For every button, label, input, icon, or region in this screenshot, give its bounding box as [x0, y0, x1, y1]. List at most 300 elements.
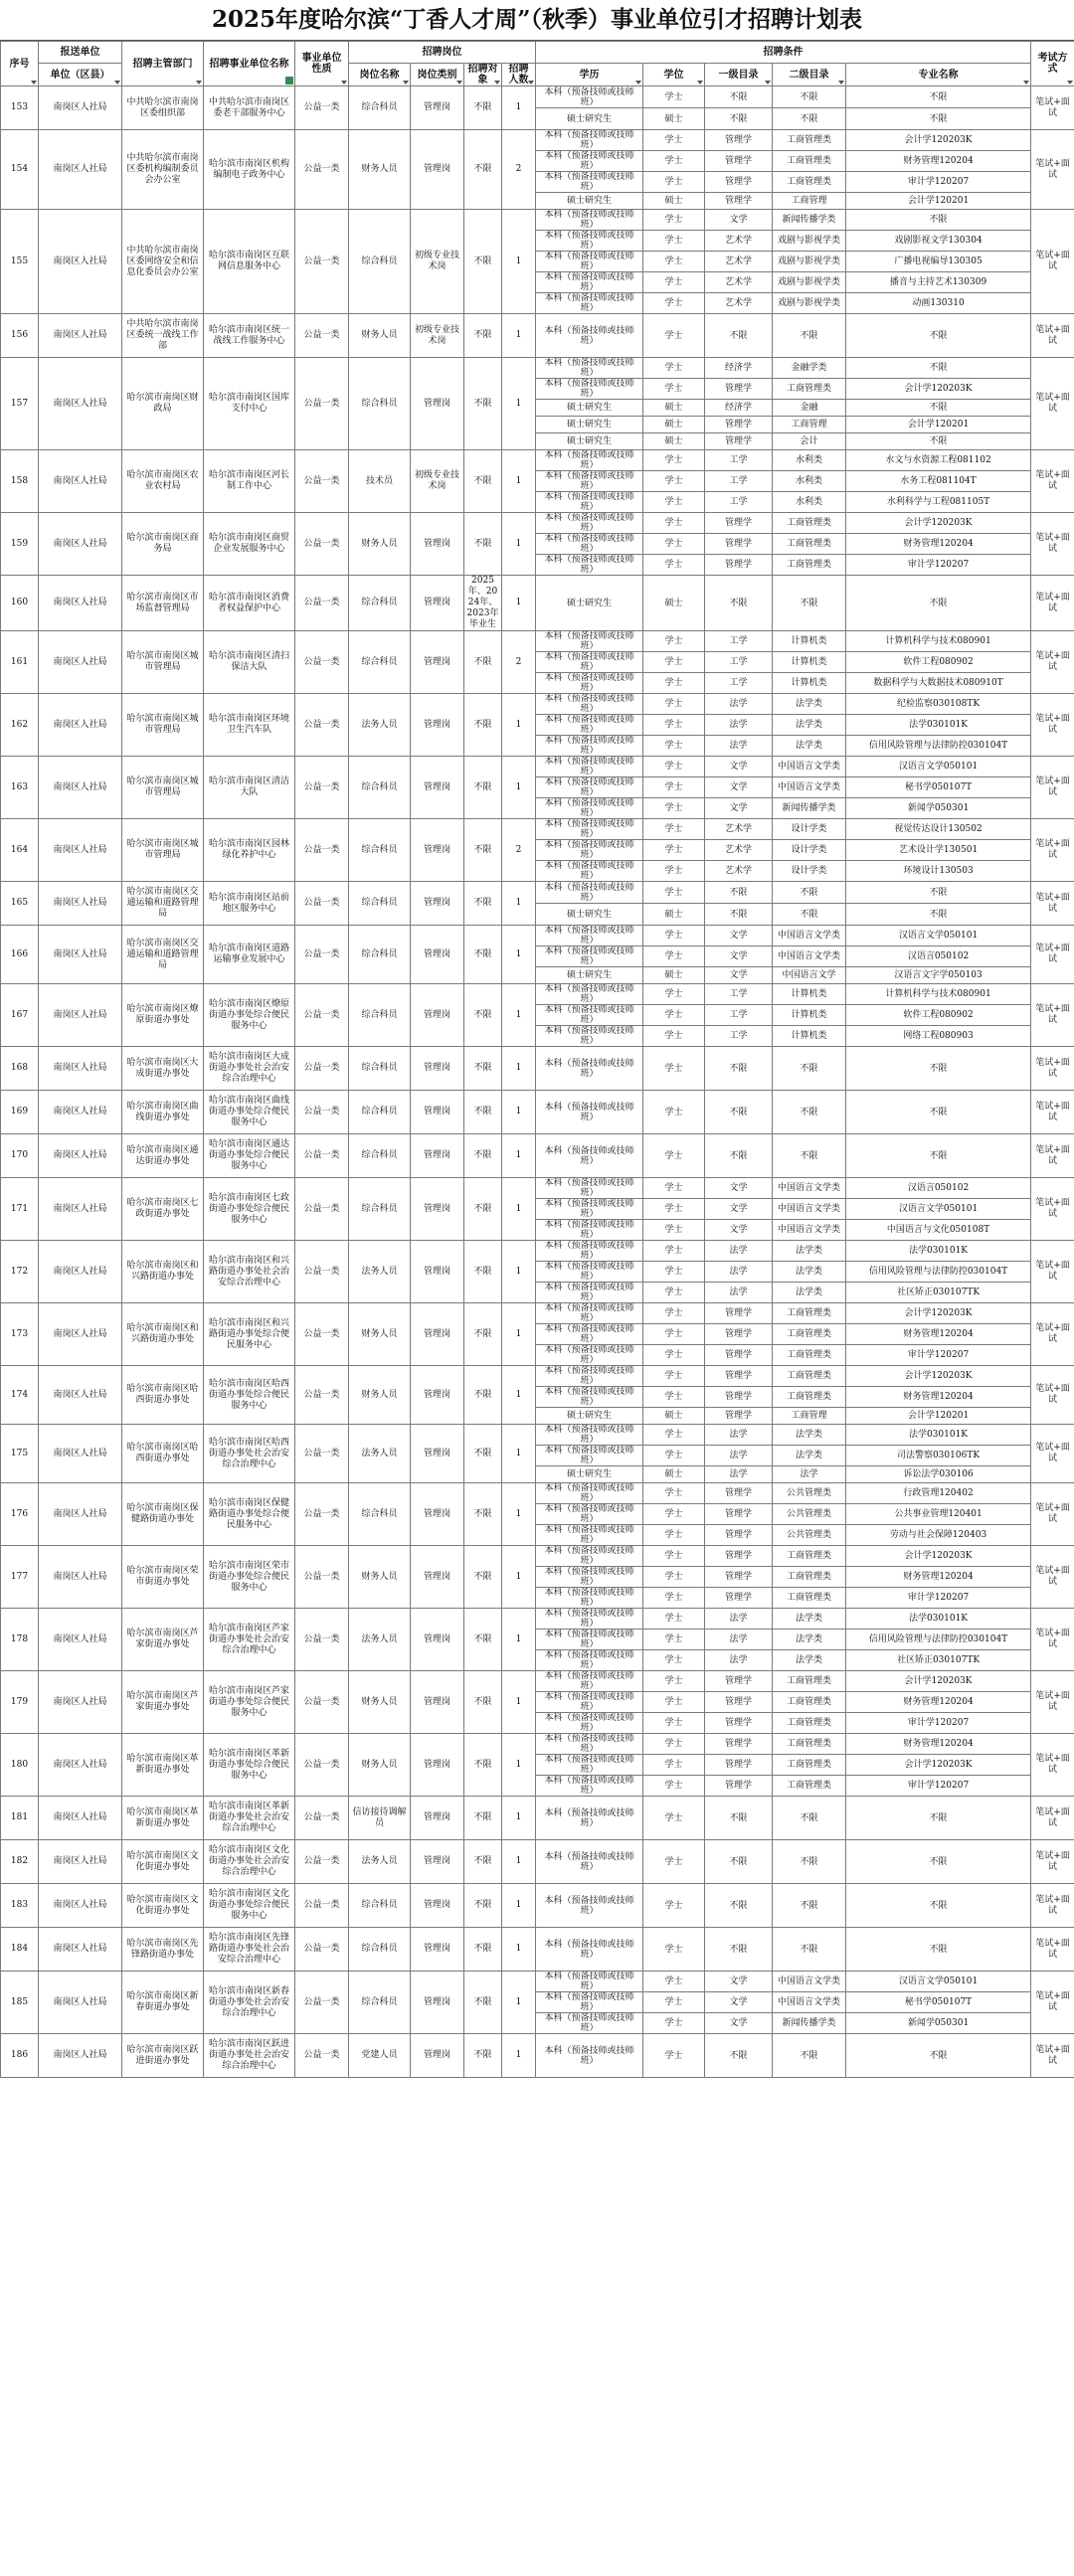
cell-degree: 学士: [643, 1525, 705, 1546]
cell-target: 不限: [464, 1091, 502, 1134]
cell-degree: 学士: [643, 1483, 705, 1504]
cell-nature: 公益一类: [295, 1425, 349, 1483]
cell-post-name: 综合科员: [349, 757, 411, 819]
table-row: [1, 1047, 1074, 1091]
cell-exam: 笔试+面试: [1031, 1671, 1074, 1734]
cell-seq: 162: [1, 694, 39, 757]
cell-dept: 哈尔滨市南岗区通达街道办事处: [122, 1134, 204, 1178]
cell-dept: 哈尔滨市南岗区城市管理局: [122, 631, 204, 694]
cell-post-name: 财务人员: [349, 1303, 411, 1366]
cell-target: 不限: [464, 1483, 502, 1546]
cell-cat1: 管理学: [705, 193, 773, 210]
cell-dept: 哈尔滨市南岗区先锋路街道办事处: [122, 1928, 204, 1972]
cell-target: 不限: [464, 2034, 502, 2078]
cell-degree: 学士: [643, 1446, 705, 1466]
cell-cat2: 法学类: [773, 1283, 846, 1303]
cell-edu: 本科（预备技师或技师班）: [536, 1588, 643, 1609]
cell-count: 1: [502, 1609, 536, 1671]
filter-dropdown-icon[interactable]: [114, 81, 120, 85]
cell-cat1: 不限: [705, 314, 773, 358]
table-row: [1, 1425, 1074, 1446]
cell-degree: 学士: [643, 926, 705, 946]
cell-cat2: 工商管理类: [773, 151, 846, 172]
cell-nature: 公益一类: [295, 1797, 349, 1840]
cell-degree: 学士: [643, 1630, 705, 1650]
filter-dropdown-icon[interactable]: [31, 81, 37, 85]
cell-dept: 哈尔滨市南岗区哈西街道办事处: [122, 1425, 204, 1483]
cell-dept: 哈尔滨市南岗区城市管理局: [122, 819, 204, 882]
header-post-cat[interactable]: 岗位类别: [411, 64, 464, 86]
cell-edu: 硕士研究生: [536, 576, 643, 631]
cell-major: 信用风险管理与法律防控030104T: [846, 1262, 1031, 1283]
cell-exam: 笔试+面试: [1031, 819, 1074, 882]
cell-count: 1: [502, 86, 536, 130]
cell-cat1: 文学: [705, 798, 773, 819]
cell-post-cat: 管理岗: [411, 130, 464, 210]
cell-cat1: 管理学: [705, 1671, 773, 1692]
cell-degree: 学士: [643, 1755, 705, 1776]
cell-dept: 哈尔滨市南岗区城市管理局: [122, 694, 204, 757]
cell-post-name: 技术员: [349, 450, 411, 513]
cell-target: 不限: [464, 1840, 502, 1884]
cell-cat2: 设计学类: [773, 819, 846, 840]
cell-cat1: 工学: [705, 1026, 773, 1047]
cell-post-name: 财务人员: [349, 1546, 411, 1609]
cell-edu: 本科（预备技师或技师班）: [536, 861, 643, 882]
cell-cat1: 管理学: [705, 1755, 773, 1776]
cell-post-cat: 管理岗: [411, 86, 464, 130]
cell-cat2: 中国语言文学类: [773, 1178, 846, 1199]
table-row: [1, 1303, 1074, 1324]
cell-edu: 本科（预备技师或技师班）: [536, 1992, 643, 2013]
cell-degree: 学士: [643, 840, 705, 861]
cell-edu: 本科（预备技师或技师班）: [536, 1609, 643, 1630]
cell-count: 1: [502, 2034, 536, 2078]
cell-cat2: 中国语言文学类: [773, 1992, 846, 2013]
cell-dept: 哈尔滨市南岗区大成街道办事处: [122, 1047, 204, 1091]
cell-nature: 公益一类: [295, 1928, 349, 1972]
cell-cat1: 工学: [705, 450, 773, 471]
header-count[interactable]: 招聘人数: [502, 64, 536, 86]
cell-unit: 哈尔滨市南岗区道路运输事业发展中心: [204, 926, 295, 984]
cell-post-cat: 管理岗: [411, 1241, 464, 1303]
header-cat1[interactable]: 一级目录: [705, 64, 773, 86]
cell-degree: 学士: [643, 151, 705, 172]
cell-cat2: 法学类: [773, 1609, 846, 1630]
cell-major: 行政管理120402: [846, 1483, 1031, 1504]
cell-nature: 公益一类: [295, 819, 349, 882]
cell-degree: 学士: [643, 984, 705, 1005]
cell-degree: 学士: [643, 1241, 705, 1262]
cell-edu: 本科（预备技师或技师班）: [536, 1972, 643, 1992]
cell-cat1: 工学: [705, 984, 773, 1005]
cell-count: 1: [502, 1671, 536, 1734]
cell-nature: 公益一类: [295, 694, 349, 757]
cell-target: 不限: [464, 1366, 502, 1425]
cell-seq: 180: [1, 1734, 39, 1797]
cell-cat2: 新闻传播学类: [773, 798, 846, 819]
cell-cat2: 法学类: [773, 715, 846, 736]
cell-cat2: 水利类: [773, 492, 846, 513]
cell-cat1: 工学: [705, 652, 773, 673]
cell-post-cat: 管理岗: [411, 576, 464, 631]
cell-major: 不限: [846, 1134, 1031, 1178]
cell-edu: 本科（预备技师或技师班）: [536, 694, 643, 715]
cell-seq: 168: [1, 1047, 39, 1091]
cell-unit: 哈尔滨市南岗区芦家街道办事处社会治安综合治理中心: [204, 1609, 295, 1671]
cell-edu: 本科（预备技师或技师班）: [536, 1483, 643, 1504]
cell-cat1: 管理学: [705, 1387, 773, 1408]
table-row: [1, 314, 1074, 358]
cell-major: 会计学120203K: [846, 513, 1031, 534]
cell-nature: 公益一类: [295, 1972, 349, 2034]
cell-major: 水利科学与工程081105T: [846, 492, 1031, 513]
cell-cat1: 不限: [705, 1928, 773, 1972]
cell-cat1: 文学: [705, 1178, 773, 1199]
cell-unit: 哈尔滨市南岗区燎原街道办事处综合便民服务中心: [204, 984, 295, 1047]
filter-dropdown-icon[interactable]: [635, 81, 641, 85]
header-dept[interactable]: 招聘主管部门: [122, 42, 204, 86]
cell-seq: 176: [1, 1483, 39, 1546]
cell-edu: 本科（预备技师或技师班）: [536, 946, 643, 967]
table-row: [1, 694, 1074, 715]
cell-post-name: 法务人员: [349, 1241, 411, 1303]
header-nature[interactable]: 事业单位性质: [295, 42, 349, 86]
cell-edu: 本科（预备技师或技师班）: [536, 1134, 643, 1178]
cell-exam: 笔试+面试: [1031, 576, 1074, 631]
cell-degree: 学士: [643, 210, 705, 231]
cell-unit: 哈尔滨市南岗区清洁大队: [204, 757, 295, 819]
cell-degree: 学士: [643, 555, 705, 576]
cell-post-cat: 管理岗: [411, 1178, 464, 1241]
table-row: [1, 1134, 1074, 1178]
cell-target: 不限: [464, 694, 502, 757]
cell-exam: 笔试+面试: [1031, 513, 1074, 576]
cell-target: 不限: [464, 130, 502, 210]
filter-dropdown-icon[interactable]: [1067, 81, 1073, 85]
cell-degree: 硕士: [643, 108, 705, 130]
cell-edu: 本科（预备技师或技师班）: [536, 450, 643, 471]
cell-target: 不限: [464, 1047, 502, 1091]
filter-dropdown-icon[interactable]: [697, 81, 703, 85]
cell-edu: 本科（预备技师或技师班）: [536, 1178, 643, 1199]
filter-dropdown-icon[interactable]: [1023, 81, 1029, 85]
cell-post-cat: 管理岗: [411, 1671, 464, 1734]
cell-cat1: 管理学: [705, 555, 773, 576]
recruitment-plan-table: [0, 41, 1074, 2078]
cell-cat2: 新闻传播学类: [773, 210, 846, 231]
filter-dropdown-icon[interactable]: [341, 81, 347, 85]
table-row: [1, 1797, 1074, 1840]
cell-post-name: 综合科员: [349, 210, 411, 314]
header-report-group: 报送单位: [39, 42, 122, 64]
cell-dept: 哈尔滨市南岗区革新街道办事处: [122, 1734, 204, 1797]
cell-count: 1: [502, 450, 536, 513]
cell-dept: 哈尔滨市南岗区哈西街道办事处: [122, 1366, 204, 1425]
table-row: [1, 1483, 1074, 1504]
cell-seq: 175: [1, 1425, 39, 1483]
cell-cat1: 管理学: [705, 1588, 773, 1609]
cell-target: 不限: [464, 1928, 502, 1972]
cell-cat1: 文学: [705, 1972, 773, 1992]
cell-post-cat: 管理岗: [411, 1546, 464, 1609]
cell-cat2: 不限: [773, 882, 846, 904]
cell-edu: 本科（预备技师或技师班）: [536, 1026, 643, 1047]
cell-dept: 哈尔滨市南岗区市场监督管理局: [122, 576, 204, 631]
cell-major: 会计学120201: [846, 193, 1031, 210]
cell-cat1: 工学: [705, 1005, 773, 1026]
cell-major: 艺术设计学130501: [846, 840, 1031, 861]
cell-cat1: 艺术学: [705, 252, 773, 272]
cell-cat2: 工商管理类: [773, 1588, 846, 1609]
cell-dept: 哈尔滨市南岗区农业农村局: [122, 450, 204, 513]
cell-post-name: 法务人员: [349, 1840, 411, 1884]
cell-edu: 本科（预备技师或技师班）: [536, 652, 643, 673]
cell-seq: 171: [1, 1178, 39, 1241]
cell-edu: 本科（预备技师或技师班）: [536, 1220, 643, 1241]
cell-nature: 公益一类: [295, 757, 349, 819]
cell-cat1: 法学: [705, 736, 773, 757]
cell-dept: 中共哈尔滨市南岗区委机构编制委员会办公室: [122, 130, 204, 210]
cell-major: 汉语言050102: [846, 946, 1031, 967]
cell-dept: 哈尔滨市南岗区荣市街道办事处: [122, 1546, 204, 1609]
table-row: [1, 757, 1074, 777]
table-row: [1, 210, 1074, 231]
cell-unit: 哈尔滨市南岗区哈西街道办事处社会治安综合治理中心: [204, 1425, 295, 1483]
cell-major: 软件工程080902: [846, 1005, 1031, 1026]
cell-edu: 本科（预备技师或技师班）: [536, 231, 643, 252]
cell-cat2: 法学类: [773, 1241, 846, 1262]
filter-active-icon[interactable]: [285, 77, 293, 85]
cell-major: 不限: [846, 2034, 1031, 2078]
cell-cat2: 工商管理类: [773, 1345, 846, 1366]
cell-major: 会计学120201: [846, 1408, 1031, 1425]
cell-exam: 笔试+面试: [1031, 1425, 1074, 1483]
cell-degree: 学士: [643, 2034, 705, 2078]
cell-cat2: 中国语言文学类: [773, 1199, 846, 1220]
cell-major: 动画130310: [846, 293, 1031, 314]
cell-post-cat: 管理岗: [411, 2034, 464, 2078]
cell-major: 会计学120203K: [846, 1671, 1031, 1692]
cell-edu: 本科（预备技师或技师班）: [536, 1928, 643, 1972]
cell-cat1: 文学: [705, 757, 773, 777]
cell-unit: 哈尔滨市南岗区哈西街道办事处综合便民服务中心: [204, 1366, 295, 1425]
cell-post-name: 综合科员: [349, 984, 411, 1047]
header-seq[interactable]: 序号: [1, 42, 39, 86]
cell-edu: 本科（预备技师或技师班）: [536, 1525, 643, 1546]
cell-cat2: 中国语言文学类: [773, 757, 846, 777]
header-unit[interactable]: 招聘事业单位名称: [204, 42, 295, 86]
cell-dept: 哈尔滨市南岗区文化街道办事处: [122, 1884, 204, 1928]
cell-edu: 硕士研究生: [536, 904, 643, 926]
cell-post-cat: 管理岗: [411, 984, 464, 1047]
cell-degree: 硕士: [643, 967, 705, 984]
cell-edu: 本科（预备技师或技师班）: [536, 736, 643, 757]
cell-nature: 公益一类: [295, 984, 349, 1047]
filter-dropdown-icon[interactable]: [528, 81, 534, 85]
document-title: 2025年度哈尔滨“丁香人才周”（秋季）事业单位引才招聘计划表: [0, 0, 1074, 41]
header-report-sub[interactable]: 单位（区县）: [39, 64, 122, 86]
cell-seq: 167: [1, 984, 39, 1047]
cell-nature: 公益一类: [295, 1734, 349, 1797]
cell-count: 1: [502, 926, 536, 984]
cell-dept: 哈尔滨市南岗区曲线街道办事处: [122, 1091, 204, 1134]
cell-degree: 学士: [643, 1005, 705, 1026]
cell-edu: 本科（预备技师或技师班）: [536, 2034, 643, 2078]
cell-cat1: 管理学: [705, 1483, 773, 1504]
filter-dropdown-icon[interactable]: [765, 81, 771, 85]
header-cat2[interactable]: 二级目录: [773, 64, 846, 86]
cell-degree: 学士: [643, 1692, 705, 1713]
cell-degree: 硕士: [643, 1408, 705, 1425]
cell-nature: 公益一类: [295, 576, 349, 631]
cell-edu: 本科（预备技师或技师班）: [536, 1047, 643, 1091]
cell-degree: 学士: [643, 172, 705, 193]
cell-edu: 硕士研究生: [536, 967, 643, 984]
cell-major: 财务管理120204: [846, 1692, 1031, 1713]
cell-post-cat: 管理岗: [411, 1734, 464, 1797]
table-row: [1, 1091, 1074, 1134]
cell-major: 软件工程080902: [846, 652, 1031, 673]
cell-report-unit: 南岗区人社局: [39, 513, 122, 576]
cell-edu: 本科（预备技师或技师班）: [536, 1199, 643, 1220]
cell-major: 财务管理120204: [846, 534, 1031, 555]
cell-cat2: 不限: [773, 1047, 846, 1091]
header-post-name[interactable]: 岗位名称: [349, 64, 411, 86]
cell-exam: 笔试+面试: [1031, 984, 1074, 1047]
cell-seq: 185: [1, 1972, 39, 2034]
cell-post-name: 法务人员: [349, 1425, 411, 1483]
cell-exam: 笔试+面试: [1031, 1972, 1074, 2034]
cell-major: 信用风险管理与法律防控030104T: [846, 736, 1031, 757]
cell-cat1: 艺术学: [705, 231, 773, 252]
cell-edu: 本科（预备技师或技师班）: [536, 984, 643, 1005]
cell-count: 2: [502, 130, 536, 210]
cell-exam: 笔试+面试: [1031, 1609, 1074, 1671]
cell-seq: 182: [1, 1840, 39, 1884]
cell-target: 不限: [464, 314, 502, 358]
cell-target: 不限: [464, 1797, 502, 1840]
table-row: [1, 1366, 1074, 1387]
cell-post-name: 财务人员: [349, 513, 411, 576]
cell-major: 不限: [846, 1840, 1031, 1884]
cell-degree: 学士: [643, 1047, 705, 1091]
header-target[interactable]: 招聘对象: [464, 64, 502, 86]
cell-post-cat: 管理岗: [411, 513, 464, 576]
cell-degree: 学士: [643, 631, 705, 652]
cell-post-name: 法务人员: [349, 694, 411, 757]
cell-post-name: 综合科员: [349, 926, 411, 984]
cell-unit: 哈尔滨市南岗区跃进街道办事处社会治安综合治理中心: [204, 2034, 295, 2078]
cell-seq: 181: [1, 1797, 39, 1840]
cell-seq: 164: [1, 819, 39, 882]
filter-dropdown-icon[interactable]: [456, 81, 462, 85]
cell-edu: 本科（预备技师或技师班）: [536, 1005, 643, 1026]
cell-cat2: 不限: [773, 2034, 846, 2078]
filter-dropdown-icon[interactable]: [838, 81, 844, 85]
cell-cat1: 法学: [705, 1609, 773, 1630]
cell-report-unit: 南岗区人社局: [39, 1047, 122, 1091]
cell-major: 计算机科学与技术080901: [846, 984, 1031, 1005]
filter-dropdown-icon[interactable]: [403, 81, 409, 85]
cell-count: 1: [502, 1884, 536, 1928]
cell-major: 不限: [846, 1091, 1031, 1134]
cell-edu: 本科（预备技师或技师班）: [536, 1387, 643, 1408]
cell-seq: 155: [1, 210, 39, 314]
cell-target: 不限: [464, 450, 502, 513]
cell-post-cat: 管理岗: [411, 1797, 464, 1840]
filter-dropdown-icon[interactable]: [494, 81, 500, 85]
cell-report-unit: 南岗区人社局: [39, 1734, 122, 1797]
cell-exam: 笔试+面试: [1031, 1047, 1074, 1091]
cell-major: 不限: [846, 86, 1031, 108]
cell-edu: 本科（预备技师或技师班）: [536, 882, 643, 904]
cell-report-unit: 南岗区人社局: [39, 1241, 122, 1303]
cell-edu: 本科（预备技师或技师班）: [536, 1734, 643, 1755]
header-major[interactable]: 专业名称: [846, 64, 1031, 86]
cell-cat2: 法学类: [773, 694, 846, 715]
cell-major: 汉语言050102: [846, 1178, 1031, 1199]
cell-target: 不限: [464, 1178, 502, 1241]
cell-edu: 本科（预备技师或技师班）: [536, 471, 643, 492]
cell-report-unit: 南岗区人社局: [39, 1609, 122, 1671]
cell-nature: 公益一类: [295, 631, 349, 694]
cell-edu: 硕士研究生: [536, 108, 643, 130]
cell-post-name: 财务人员: [349, 1366, 411, 1425]
cell-degree: 学士: [643, 1840, 705, 1884]
cell-cat1: 管理学: [705, 1692, 773, 1713]
cell-major: 网络工程080903: [846, 1026, 1031, 1047]
cell-edu: 本科（预备技师或技师班）: [536, 1504, 643, 1525]
header-edu[interactable]: 学历: [536, 64, 643, 86]
cell-unit: 哈尔滨市南岗区通达街道办事处综合便民服务中心: [204, 1134, 295, 1178]
cell-post-cat: 管理岗: [411, 1366, 464, 1425]
cell-unit: 哈尔滨市南岗区保健路街道办事处综合便民服务中心: [204, 1483, 295, 1546]
header-degree[interactable]: 学位: [643, 64, 705, 86]
cell-cat1: 管理学: [705, 1776, 773, 1797]
cell-degree: 学士: [643, 513, 705, 534]
cell-degree: 学士: [643, 1178, 705, 1199]
cell-post-name: 综合科员: [349, 631, 411, 694]
cell-major: 不限: [846, 400, 1031, 417]
cell-degree: 学士: [643, 492, 705, 513]
cell-major: 社区矫正030107TK: [846, 1283, 1031, 1303]
cell-degree: 学士: [643, 1546, 705, 1567]
cell-edu: 本科（预备技师或技师班）: [536, 1797, 643, 1840]
table-row: [1, 926, 1074, 946]
cell-exam: 笔试+面试: [1031, 450, 1074, 513]
cell-count: 1: [502, 1425, 536, 1483]
filter-dropdown-icon[interactable]: [196, 81, 202, 85]
cell-unit: 哈尔滨市南岗区曲线街道办事处综合便民服务中心: [204, 1091, 295, 1134]
cell-cat2: 工商管理类: [773, 1546, 846, 1567]
cell-cat1: 文学: [705, 967, 773, 984]
cell-edu: 本科（预备技师或技师班）: [536, 798, 643, 819]
cell-seq: 165: [1, 882, 39, 926]
header-exam[interactable]: 考试方式: [1031, 42, 1074, 86]
cell-unit: 哈尔滨市南岗区芦家街道办事处综合便民服务中心: [204, 1671, 295, 1734]
table-row: [1, 882, 1074, 904]
table-row: [1, 2034, 1074, 2078]
cell-unit: 哈尔滨市南岗区和兴路街道办事处综合便民服务中心: [204, 1303, 295, 1366]
cell-nature: 公益一类: [295, 1091, 349, 1134]
cell-degree: 学士: [643, 231, 705, 252]
cell-edu: 本科（预备技师或技师班）: [536, 1567, 643, 1588]
cell-target: 不限: [464, 1425, 502, 1483]
cell-seq: 163: [1, 757, 39, 819]
cell-cat1: 不限: [705, 1047, 773, 1091]
cell-degree: 学士: [643, 2013, 705, 2034]
